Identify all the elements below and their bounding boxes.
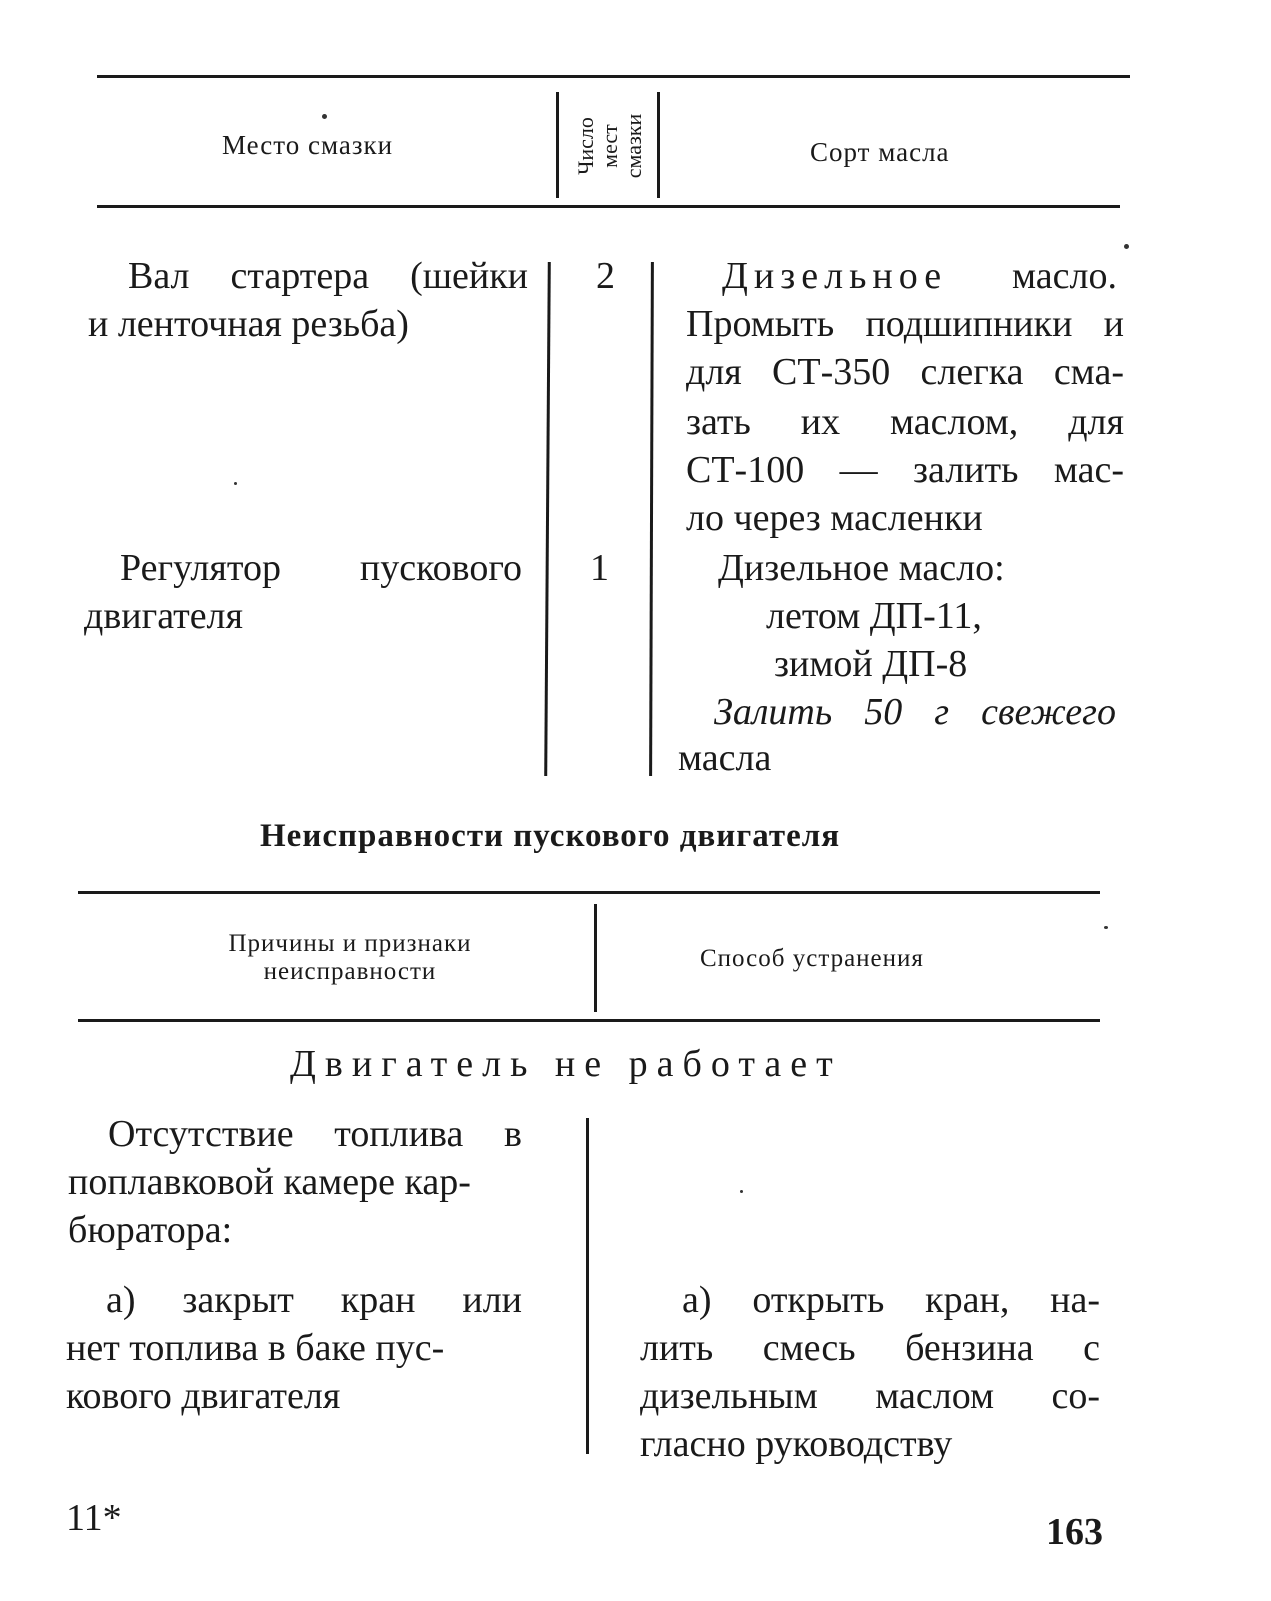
header-causes-line2: неисправности (263, 958, 437, 985)
fault1-cause-line2: поплавковой камере кар- (68, 1161, 471, 1203)
row1-oil-line1-a: Дизельное (722, 255, 948, 297)
scan-speck (234, 482, 237, 485)
fault2-remedy-line3: дизельным маслом со- (640, 1375, 1100, 1417)
header-oil: Сорт масла (810, 137, 950, 167)
fault1-cause-line1: Отсутствие топлива в (108, 1113, 522, 1155)
row1-oil-line2: Промыть подшипники и (686, 303, 1124, 345)
header-count-line2: мест (596, 124, 622, 168)
section-title: Неисправности пускового двигателя (260, 818, 841, 854)
row1-oil-line1-b: масло. (1012, 255, 1117, 297)
header-count (560, 92, 660, 200)
scan-speck (740, 1190, 743, 1193)
row1-oil-line3: для СТ-350 слегка сма- (686, 351, 1124, 393)
faults-top-rule (78, 891, 1100, 894)
fault2-cause-line3: кового двигателя (66, 1375, 341, 1417)
fault1-cause-line3: бюратора: (68, 1209, 233, 1251)
row1-oil-line4: зать их маслом, для (686, 401, 1124, 443)
row2-place-line1: Регулятор пускового (120, 547, 522, 589)
row1-count: 2 (596, 255, 615, 297)
scan-speck (1104, 926, 1108, 929)
faults-header-rule (78, 1019, 1100, 1022)
fault2-remedy-line1: а) открыть кран, на- (682, 1279, 1100, 1321)
row2-oil-line1: Дизельное масло: (718, 547, 1005, 589)
scan-speck (322, 114, 327, 119)
header-causes-line1: Причины и признаки (228, 930, 472, 957)
row2-oil-line5: масла (678, 737, 772, 779)
row2-place-line2: двигателя (84, 595, 243, 637)
header-place: Место смазки (222, 130, 394, 160)
fault2-remedy-line2: лить смесь бензина с (640, 1327, 1100, 1369)
fault2-cause-line2: нет топлива в баке пус- (66, 1327, 445, 1369)
table-header-rule (97, 205, 1120, 208)
row1-oil-line5: СТ-100 — залить мас- (686, 449, 1124, 491)
row1-place-line2: и ленточная резьба) (88, 303, 409, 345)
body-divider-right (649, 262, 654, 776)
header-count-line1: Число (572, 117, 598, 175)
fault2-remedy-line4: гласно руководству (640, 1423, 953, 1465)
header-divider-left (556, 92, 559, 198)
header-causes (150, 930, 550, 986)
signature-mark: 11* (66, 1497, 122, 1539)
row2-oil-line3: зимой ДП-8 (774, 643, 968, 685)
body-divider-left (544, 262, 551, 776)
faults-body-divider (586, 1118, 589, 1454)
faults-header-divider (594, 904, 597, 1012)
row1-place-line1: Вал стартера (шейки (128, 255, 528, 297)
subheading: Двигатель не работает (290, 1043, 842, 1085)
page-number: 163 (1046, 1511, 1103, 1553)
row2-count: 1 (590, 547, 609, 589)
row2-oil-line2: летом ДП-11, (766, 595, 982, 637)
row2-oil-line4: Залить 50 г свежего (714, 691, 1116, 733)
header-remedy: Способ устранения (700, 945, 924, 972)
table-top-rule (97, 75, 1130, 78)
scan-speck (1124, 244, 1129, 249)
header-count-line3: смазки (620, 113, 646, 179)
fault2-cause-line1: а) закрыт кран или (106, 1279, 522, 1321)
row1-oil-line6: ло через масленки (686, 497, 983, 539)
